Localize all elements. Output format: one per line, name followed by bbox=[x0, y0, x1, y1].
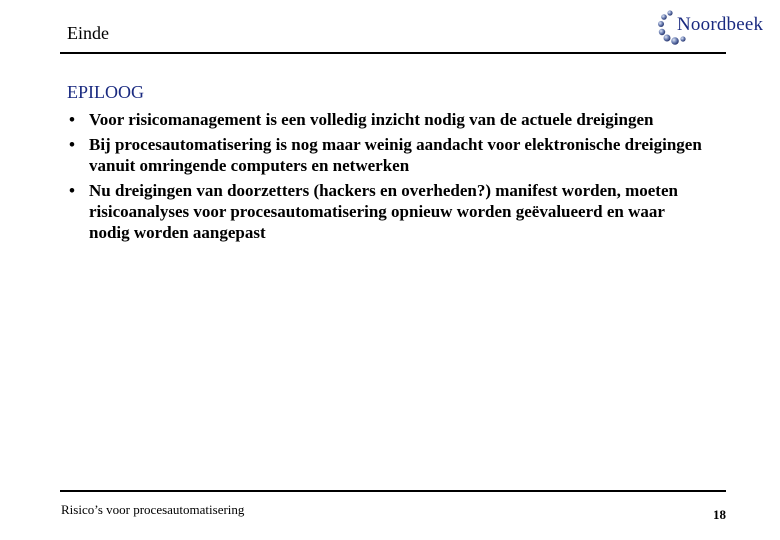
bullet-icon: • bbox=[69, 181, 75, 200]
bullet-icon: • bbox=[69, 135, 75, 154]
noordbeek-logo bbox=[656, 8, 762, 48]
bullet-text: Bij procesautomatisering is nog maar weinig aandacht voor elektronische dreigingen vanuit omringende computers en netwerken bbox=[89, 135, 702, 175]
list-item bbox=[67, 134, 707, 176]
bullet-text: Voor risicomanagement is een volledig inzicht nodig van de actuele dreigingen bbox=[89, 110, 654, 129]
page-number: 18 bbox=[713, 507, 726, 522]
bullet-list bbox=[67, 109, 707, 247]
slide-title: Einde bbox=[67, 23, 109, 43]
list-item bbox=[67, 109, 707, 130]
header-divider bbox=[60, 52, 726, 54]
logo-text: Noordbeek bbox=[677, 14, 764, 35]
bullet-icon: • bbox=[69, 110, 75, 129]
list-item bbox=[67, 180, 707, 243]
footer-caption: Risico’s voor procesautomatisering bbox=[61, 502, 245, 517]
bullet-text: Nu dreigingen van doorzetters (hackers en overheden?) manifest worden, moeten risicoanalyses voor procesautomatisering opnieuw worden geëvalueerd en waar nodig worden aangepast bbox=[89, 181, 678, 242]
section-heading: EPILOOG bbox=[67, 82, 144, 102]
footer-divider bbox=[60, 490, 726, 492]
